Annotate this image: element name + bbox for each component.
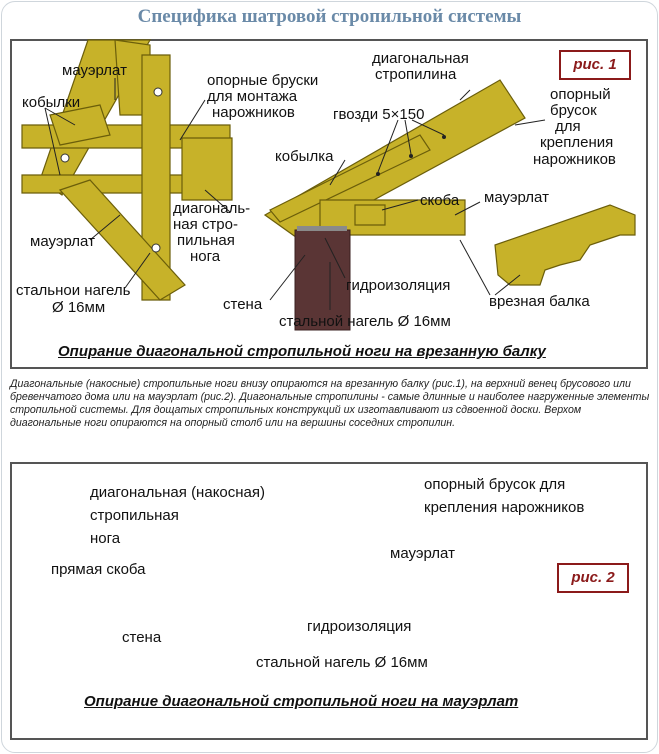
fig1-label-diag-1: диагональная	[372, 50, 469, 67]
fig1-label-opornye-1: опорные бруски	[207, 72, 319, 89]
fig1-bolt-2	[154, 88, 162, 96]
fig1-label-diagnoga-4: нога	[190, 248, 221, 265]
fig2-badge: рис. 2	[557, 563, 629, 593]
fig2-label-stena: стена	[122, 629, 162, 646]
fig1-label-diagnoga-2: ная стро-	[173, 216, 238, 233]
fig2-label-nagel: стальной нагель Ø 16мм	[256, 654, 428, 671]
fig1-label-mauerlat-left: мауэрлат	[30, 233, 95, 250]
fig1-bolt-3	[152, 244, 160, 252]
fig1-nail-1	[409, 154, 413, 158]
fig2-label-oporny-2: крепления нарожников	[424, 499, 585, 516]
fig1-label-gvozdi: гвозди 5×150	[333, 106, 425, 123]
fig1-label-stena: стена	[223, 296, 263, 313]
fig1-notched-beam	[495, 205, 635, 285]
fig1-bolt-1	[61, 154, 69, 162]
fig1-nail-3	[442, 135, 446, 139]
fig1-label-diag-2: стропилина	[375, 66, 457, 83]
fig1-label-diagnoga-1: диагональ-	[173, 200, 251, 217]
fig1-caption: Опирание диагональной стропильной ноги на врезанную балку	[58, 343, 546, 360]
fig1-nail-2	[376, 172, 380, 176]
fig1-label-oporny-1: опорный	[550, 86, 611, 103]
fig2-label-gidro: гидроизоляция	[307, 618, 412, 635]
fig2-label-diag-1: диагональная (накосная)	[90, 484, 266, 501]
fig2-label-oporny-1: опорный брусок для	[424, 476, 566, 493]
fig1-label-oporny-3: для	[555, 118, 581, 135]
fig1-label-kobylki: кобылки	[22, 94, 81, 111]
fig2-caption: Опирание диагональной стропильной ноги на мауэрлат	[84, 693, 519, 710]
fig1-label-skoba: скоба	[420, 192, 460, 209]
page-title: Специфика шатровой стропильной системы	[137, 6, 522, 27]
fig1-support-block	[355, 205, 385, 225]
fig2-label-skoba: прямая скоба	[51, 561, 146, 578]
fig1-label-mauerlat-top: мауэрлат	[62, 62, 127, 79]
fig1-label-opornye-3: нарожников	[212, 104, 295, 121]
fig1-label-nagel-left-1: стальнои нагель	[16, 282, 131, 299]
fig1-label-oporny-5: нарожников	[533, 151, 616, 168]
fig1-waterproofing	[297, 226, 347, 231]
fig1-label-nagel-bottom: стальной нагель Ø 16мм	[279, 313, 451, 330]
description-paragraph: Диагональные (накосные) стропильные ноги внизу опираются на врезанную балку (рис.1), на верхний венец брусового или бревенчатого дома или на мауэрлат (рис.2). Диагональные стропилины - самые длинные и наиболее нагруженные элементы стропильной системы. Для дощатых стропильных конструкций их изготавливают из сдвоенной доски. Верхом диагональные ноги опираются на опорный столб или на вершины соседних стропилин.	[10, 378, 650, 429]
fig1-label-oporny-4: крепления	[540, 134, 614, 151]
fig2-label-mauerlat: мауэрлат	[390, 545, 455, 562]
fig1-plan-block	[182, 138, 232, 200]
fig2-label-diag-3: нога	[90, 530, 121, 547]
fig1-label-vreznaya: врезная балка	[489, 293, 590, 310]
fig1-label-diagnoga-3: пильная	[177, 232, 235, 249]
fig1-label-kobylka: кобылка	[275, 148, 334, 165]
fig2-label-diag-2: стропильная	[90, 507, 179, 524]
fig1-label-mauerlat-right: мауэрлат	[484, 189, 549, 206]
fig1-badge: рис. 1	[559, 50, 631, 80]
fig1-label-nagel-left-2: Ø 16мм	[52, 299, 106, 316]
fig1-label-opornye-2: для монтажа	[207, 88, 298, 105]
fig1-label-oporny-2: брусок	[550, 102, 597, 119]
fig1-label-gidro: гидроизоляция	[346, 277, 451, 294]
fig1-arrow-vrez-a	[460, 240, 490, 295]
